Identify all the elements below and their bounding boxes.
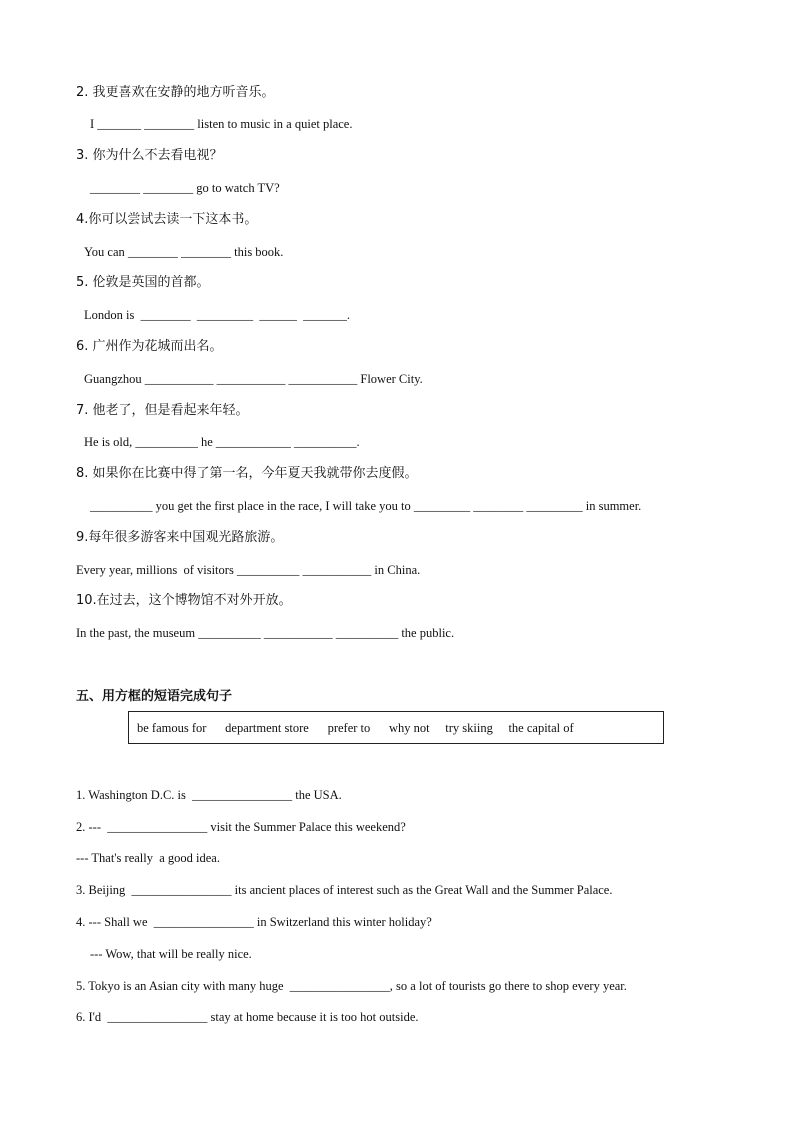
phrase-box [128,711,664,744]
exercise-5-line-6: --- Wow, that will be really nice. [90,947,252,961]
question-5-chinese: 5. 伦敦是英国的首都。 [76,275,210,290]
question-7-chinese: 7. 他老了，但是看起来年轻。 [76,403,249,418]
question-10-english: In the past, the museum __________ ___________ __________ the public. [76,626,455,640]
question-8-chinese: 8. 如果你在比赛中得了第一名，今年夏天我就带你去度假。 [76,466,418,481]
exercise-5-line-8: 6. I'd ________________ stay at home because it is too hot outside. [76,1010,419,1024]
question-4-english: You can ________ ________ this book. [84,245,284,259]
exercise-5-line-3: --- That's really a good idea. [76,851,220,865]
question-3-english: ________ ________ go to watch TV? [90,181,280,195]
question-6-english: Guangzhou ___________ ___________ ___________ Flower City. [84,372,423,386]
question-2-chinese: 2. 我更喜欢在安静的地方听音乐。 [76,85,275,100]
exercise-5-line-1: 1. Washington D.C. is ________________ the USA. [76,788,342,802]
exercise-5-line-7: 5. Tokyo is an Asian city with many huge ________________, so a lot of tourists go there to shop every year. [76,979,627,993]
question-7-english: He is old, __________ he ____________ __________. [84,435,360,449]
section-5-heading: 五、用方框的短语完成句子 [76,689,233,704]
exercise-5-line-2: 2. --- ________________ visit the Summer Palace this weekend? [76,820,406,834]
question-3-chinese: 3. 你为什么不去看电视？ [76,148,223,163]
question-8-english: __________ you get the first place in the race, I will take you to _________ ________ _________ in summer. [90,499,642,513]
question-6-chinese: 6. 广州作为花城而出名。 [76,339,223,354]
question-2-english: I _______ ________ listen to music in a quiet place. [90,117,353,131]
question-9-english: Every year, millions of visitors __________ ___________ in China. [76,563,421,577]
exercise-5-line-5: 4. --- Shall we ________________ in Switzerland this winter holiday? [76,915,432,929]
question-5-english: London is ________ _________ ______ _______. [84,308,350,322]
question-9-chinese: 9.每年很多游客来中国观光路旅游。 [76,530,284,545]
exercise-5-line-4: 3. Beijing ________________ its ancient places of interest such as the Great Wall and the Summer Palace. [76,883,613,897]
question-4-chinese: 4.你可以尝试去读一下这本书。 [76,212,258,227]
question-10-chinese: 10.在过去，这个博物馆不对外开放。 [76,593,292,608]
phrase-box-text: be famous for department store prefer to why not try skiing the capital of [137,721,574,735]
